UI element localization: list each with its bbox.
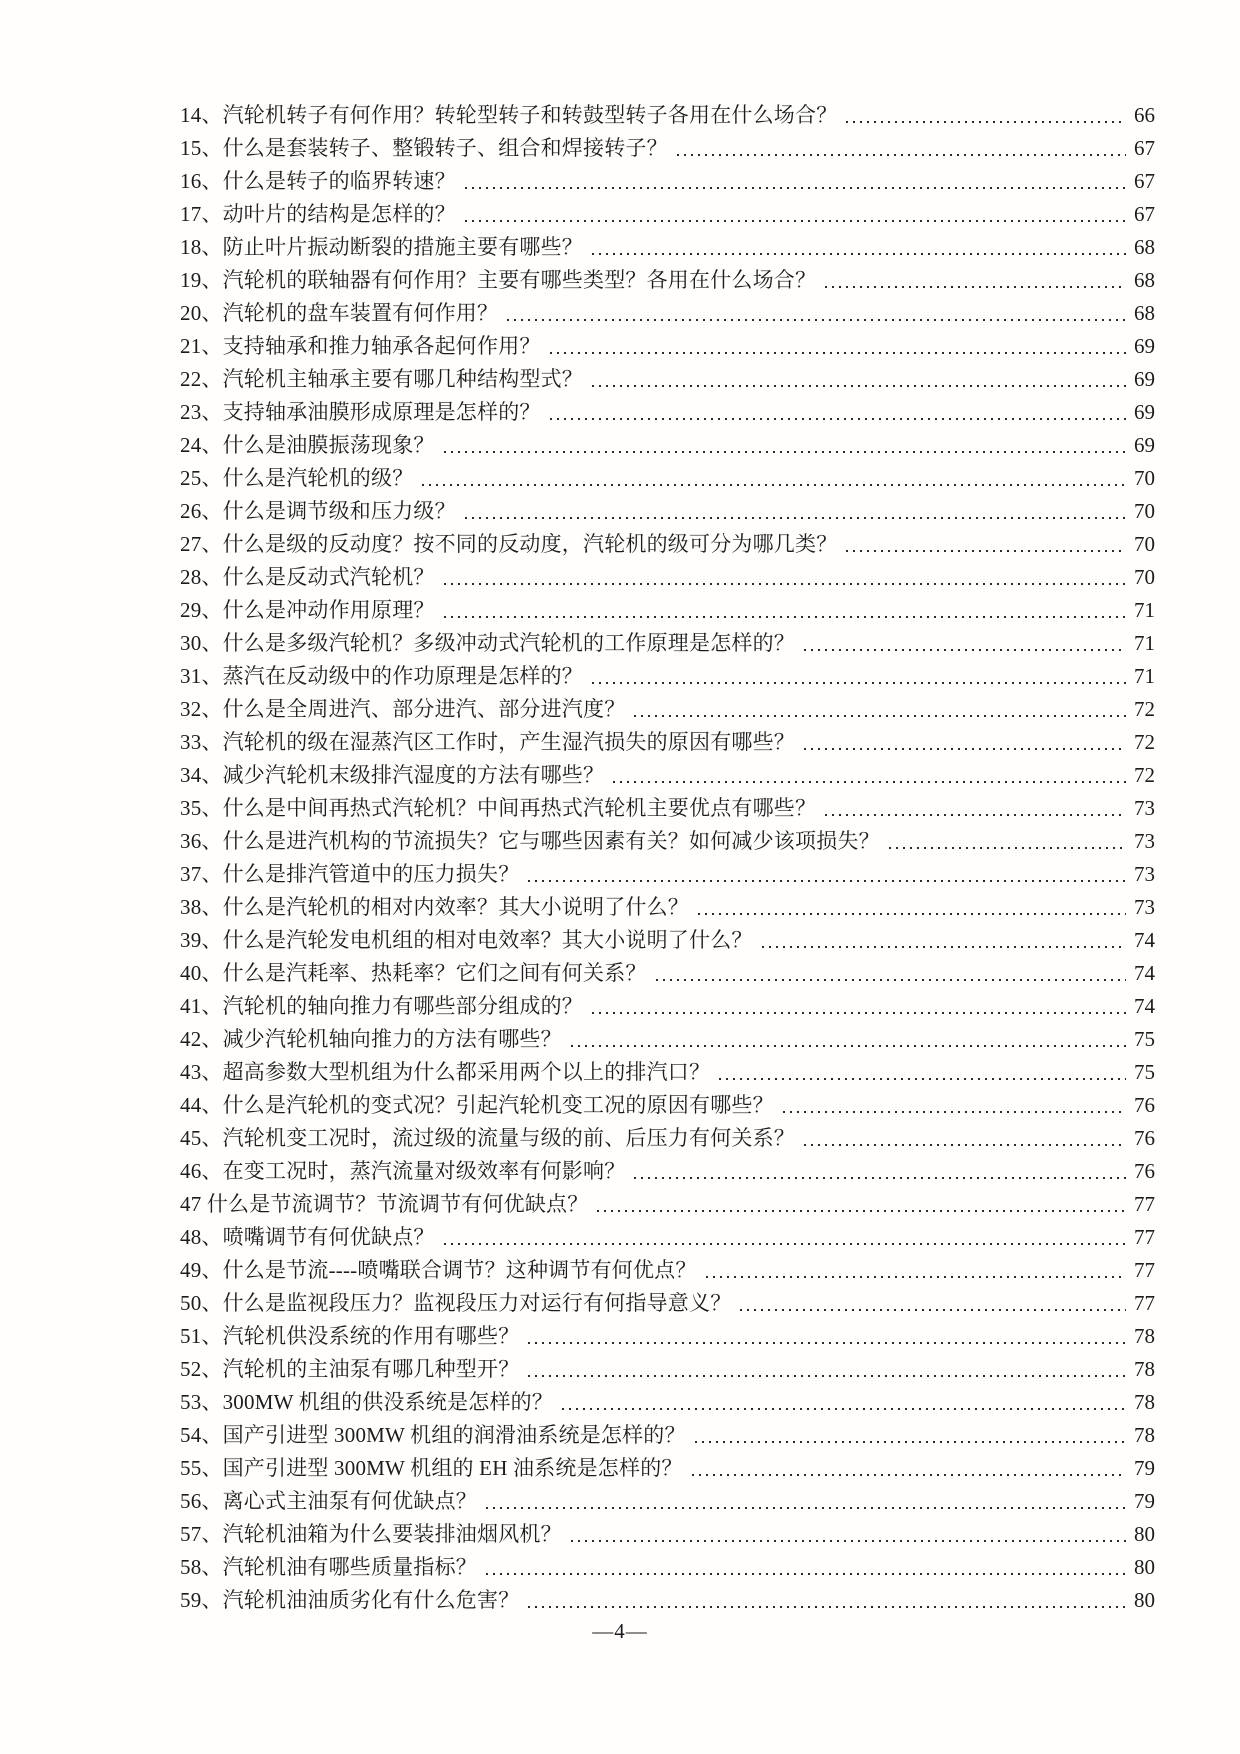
- toc-entry: [180, 363, 1155, 396]
- dot-leader: [550, 351, 1126, 354]
- toc-entry-page-number: 74: [1134, 928, 1155, 952]
- dot-leader: [846, 120, 1126, 123]
- dot-leader: [486, 1572, 1126, 1575]
- toc-entry: [180, 132, 1155, 165]
- toc-entry: [180, 792, 1155, 825]
- dot-leader: [444, 450, 1126, 453]
- dot-leader: [634, 1176, 1126, 1179]
- dot-leader: [528, 1341, 1126, 1344]
- toc-entry-title: 37、什么是排汽管道中的压力损失？: [180, 862, 520, 886]
- toc-entry-page-number: 74: [1134, 994, 1155, 1018]
- dot-leader: [634, 714, 1126, 717]
- toc-entry-title: 22、汽轮机主轴承主要有哪几种结构型式？: [180, 367, 583, 391]
- toc-entry-title: 21、支持轴承和推力轴承各起何作用？: [180, 334, 541, 358]
- toc-entry: [180, 198, 1155, 231]
- dot-leader: [783, 1110, 1126, 1113]
- dot-leader: [507, 318, 1126, 321]
- toc-entry: [180, 1353, 1155, 1386]
- toc-entry-page-number: 77: [1134, 1225, 1155, 1249]
- toc-entry-title: 36、什么是进汽机构的节流损失？它与哪些因素有关？如何减少该项损失？: [180, 829, 880, 853]
- dot-leader: [846, 549, 1126, 552]
- toc-entry-title: 28、什么是反动式汽轮机？: [180, 565, 435, 589]
- toc-entry-page-number: 69: [1134, 334, 1155, 358]
- dot-leader: [528, 879, 1126, 882]
- toc-entry-title: 48、喷嘴调节有何优缺点？: [180, 1225, 435, 1249]
- toc-entry-page-number: 80: [1134, 1522, 1155, 1546]
- toc-entry-title: 49、什么是节流----喷嘴联合调节？这种调节有何优点？: [180, 1258, 697, 1282]
- toc-entry-title: 42、减少汽轮机轴向推力的方法有哪些？: [180, 1027, 562, 1051]
- dot-leader: [592, 1011, 1126, 1014]
- toc-entry-page-number: 67: [1134, 136, 1155, 160]
- dot-leader: [571, 1044, 1126, 1047]
- dot-leader: [889, 846, 1126, 849]
- toc-entry-title: 18、防止叶片振动断裂的措施主要有哪些？: [180, 235, 583, 259]
- toc-entry-title: 30、什么是多级汽轮机？多级冲动式汽轮机的工作原理是怎样的？: [180, 631, 795, 655]
- toc-entry-title: 40、什么是汽耗率、热耗率？它们之间有何关系？: [180, 961, 647, 985]
- toc-entry: [180, 858, 1155, 891]
- toc-entry-title: 26、什么是调节级和压力级？: [180, 499, 456, 523]
- toc-entry: [180, 924, 1155, 957]
- toc-entry-title: 51、汽轮机供没系统的作用有哪些？: [180, 1324, 520, 1348]
- toc-entry: [180, 990, 1155, 1023]
- dot-leader: [528, 1374, 1126, 1377]
- toc-entry-page-number: 76: [1134, 1159, 1155, 1183]
- toc-entry-page-number: 72: [1134, 697, 1155, 721]
- toc-entry: [180, 957, 1155, 990]
- toc-entry-title: 25、什么是汽轮机的级？: [180, 466, 414, 490]
- dot-leader: [698, 912, 1126, 915]
- toc-entry-page-number: 79: [1134, 1456, 1155, 1480]
- page-footer: —4—: [592, 1619, 648, 1643]
- dot-leader: [465, 219, 1126, 222]
- dot-leader: [528, 1605, 1126, 1608]
- toc-entry: [180, 1452, 1155, 1485]
- toc-entry: [180, 1584, 1155, 1617]
- toc-entry-title: 58、汽轮机油有哪些质量指标？: [180, 1555, 477, 1579]
- toc-entry-page-number: 68: [1134, 268, 1155, 292]
- toc-entry: [180, 1122, 1155, 1155]
- toc-entry: [180, 561, 1155, 594]
- toc-entry: [180, 297, 1155, 330]
- dot-leader: [825, 813, 1126, 816]
- toc-entry: [180, 891, 1155, 924]
- dot-leader: [486, 1506, 1126, 1509]
- dot-leader: [571, 1539, 1126, 1542]
- toc-entry-title: 45、汽轮机变工况时，流过级的流量与级的前、后压力有何关系？: [180, 1126, 795, 1150]
- toc-entry: [180, 1485, 1155, 1518]
- toc-entry-page-number: 72: [1134, 730, 1155, 754]
- toc-entry-page-number: 73: [1134, 829, 1155, 853]
- toc-entry: [180, 1518, 1155, 1551]
- toc-entry: [180, 1056, 1155, 1089]
- toc-entry: [180, 1551, 1155, 1584]
- dot-leader: [592, 681, 1126, 684]
- dot-leader: [677, 153, 1126, 156]
- toc-entry: [180, 1320, 1155, 1353]
- toc-entry: [180, 660, 1155, 693]
- toc-entry-page-number: 68: [1134, 235, 1155, 259]
- dot-leader: [804, 1143, 1126, 1146]
- toc-entry-page-number: 76: [1134, 1126, 1155, 1150]
- toc-entry-title: 16、什么是转子的临界转速？: [180, 169, 456, 193]
- toc-entry-title: 38、什么是汽轮机的相对内效率？其大小说明了什么？: [180, 895, 689, 919]
- toc-entry-title: 35、什么是中间再热式汽轮机？中间再热式汽轮机主要优点有哪些？: [180, 796, 817, 820]
- dot-leader: [562, 1407, 1126, 1410]
- toc-entry: [180, 462, 1155, 495]
- toc-entry-title: 56、离心式主油泵有何优缺点？: [180, 1489, 477, 1513]
- toc-entry-page-number: 70: [1134, 499, 1155, 523]
- toc-entry-page-number: 71: [1134, 664, 1155, 688]
- dot-leader: [444, 1242, 1126, 1245]
- dot-leader: [719, 1077, 1126, 1080]
- toc-entry: [180, 1221, 1155, 1254]
- toc-entry-title: 23、支持轴承油膜形成原理是怎样的？: [180, 400, 541, 424]
- toc-entry: [180, 1287, 1155, 1320]
- toc-entry: [180, 1254, 1155, 1287]
- toc-entry-title: 15、什么是套装转子、整锻转子、组合和焊接转子？: [180, 136, 668, 160]
- dot-leader: [592, 252, 1126, 255]
- toc-entry: [180, 1089, 1155, 1122]
- toc-entry-title: 52、汽轮机的主油泵有哪几种型开？: [180, 1357, 520, 1381]
- toc-entry-title: 46、在变工况时，蒸汽流量对级效率有何影响？: [180, 1159, 626, 1183]
- toc-entry-page-number: 70: [1134, 466, 1155, 490]
- toc-entry-page-number: 77: [1134, 1258, 1155, 1282]
- toc-entry-page-number: 80: [1134, 1555, 1155, 1579]
- toc-entry-title: 31、蒸汽在反动级中的作功原理是怎样的？: [180, 664, 583, 688]
- toc-entry: [180, 429, 1155, 462]
- toc-entry: [180, 165, 1155, 198]
- toc-entry-title: 19、汽轮机的联轴器有何作用？主要有哪些类型？各用在什么场合？: [180, 268, 817, 292]
- dot-leader: [656, 978, 1126, 981]
- toc-entry: [180, 1419, 1155, 1452]
- toc-entry-page-number: 79: [1134, 1489, 1155, 1513]
- toc-entry-page-number: 71: [1134, 598, 1155, 622]
- toc-entry-title: 53、300MW 机组的供没系统是怎样的？: [180, 1390, 554, 1414]
- dot-leader: [804, 648, 1126, 651]
- toc-entry: [180, 594, 1155, 627]
- toc-entry-title: 39、什么是汽轮发电机组的相对电效率？其大小说明了什么？: [180, 928, 753, 952]
- toc-entry-page-number: 66: [1134, 103, 1155, 127]
- toc-entry-page-number: 78: [1134, 1324, 1155, 1348]
- toc-entry-page-number: 78: [1134, 1390, 1155, 1414]
- toc-entry-page-number: 71: [1134, 631, 1155, 655]
- dot-leader: [465, 186, 1126, 189]
- toc-entry: [180, 693, 1155, 726]
- toc-entry: [180, 231, 1155, 264]
- toc-entry-title: 54、国产引进型 300MW 机组的润滑油系统是怎样的？: [180, 1423, 686, 1447]
- toc-entry: [180, 627, 1155, 660]
- toc-entry-title: 29、什么是冲动作用原理？: [180, 598, 435, 622]
- toc-entry-page-number: 69: [1134, 400, 1155, 424]
- toc-entry-page-number: 70: [1134, 532, 1155, 556]
- toc-entry-title: 50、什么是监视段压力？监视段压力对运行有何指导意义？: [180, 1291, 732, 1315]
- dot-leader: [444, 615, 1126, 618]
- dot-leader: [613, 780, 1126, 783]
- toc-entry-title: 44、什么是汽轮机的变式况？引起汽轮机变工况的原因有哪些？: [180, 1093, 774, 1117]
- toc-entry: [180, 1188, 1155, 1221]
- dot-leader: [695, 1440, 1126, 1443]
- toc-entry-page-number: 67: [1134, 169, 1155, 193]
- toc-entry-page-number: 77: [1134, 1192, 1155, 1216]
- toc-entry-page-number: 68: [1134, 301, 1155, 325]
- toc-entry: [180, 1023, 1155, 1056]
- toc-entry-page-number: 76: [1134, 1093, 1155, 1117]
- toc-entry: [180, 825, 1155, 858]
- toc-entry: [180, 99, 1155, 132]
- dot-leader: [465, 516, 1126, 519]
- toc-entry: [180, 1155, 1155, 1188]
- toc-entry-page-number: 73: [1134, 862, 1155, 886]
- toc-entry-page-number: 77: [1134, 1291, 1155, 1315]
- toc-entry-title: 24、什么是油膜振荡现象？: [180, 433, 435, 457]
- toc-entry-page-number: 75: [1134, 1027, 1155, 1051]
- toc-entry: [180, 396, 1155, 429]
- dot-leader: [762, 945, 1126, 948]
- toc-entry-page-number: 67: [1134, 202, 1155, 226]
- dot-leader: [804, 747, 1126, 750]
- toc-entry-page-number: 78: [1134, 1423, 1155, 1447]
- dot-leader: [422, 483, 1126, 486]
- toc-entry-page-number: 74: [1134, 961, 1155, 985]
- toc-entry-title: 34、减少汽轮机末级排汽湿度的方法有哪些？: [180, 763, 605, 787]
- dot-leader: [825, 285, 1126, 288]
- toc-entry: [180, 495, 1155, 528]
- dot-leader: [706, 1275, 1126, 1278]
- toc-entry-title: 17、动叶片的结构是怎样的？: [180, 202, 456, 226]
- toc-entry-page-number: 73: [1134, 796, 1155, 820]
- toc-entry-page-number: 75: [1134, 1060, 1155, 1084]
- toc-entry-title: 57、汽轮机油箱为什么要装排油烟风机？: [180, 1522, 562, 1546]
- toc-entry-title: 27、什么是级的反动度？按不同的反动度，汽轮机的级可分为哪几类？: [180, 532, 838, 556]
- toc-entry-page-number: 73: [1134, 895, 1155, 919]
- toc-list: [180, 99, 1155, 1617]
- toc-entry-page-number: 69: [1134, 433, 1155, 457]
- toc-entry-title: 55、国产引进型 300MW 机组的 EH 油系统是怎样的？: [180, 1456, 683, 1480]
- toc-entry: [180, 759, 1155, 792]
- toc-entry: [180, 330, 1155, 363]
- toc-entry: [180, 264, 1155, 297]
- toc-entry-page-number: 69: [1134, 367, 1155, 391]
- dot-leader: [592, 384, 1126, 387]
- toc-entry: [180, 528, 1155, 561]
- toc-entry-title: 14、汽轮机转子有何作用？转轮型转子和转鼓型转子各用在什么场合？: [180, 103, 838, 127]
- toc-entry: [180, 1386, 1155, 1419]
- dot-leader: [444, 582, 1126, 585]
- toc-entry-title: 20、汽轮机的盘车装置有何作用？: [180, 301, 499, 325]
- toc-entry: [180, 726, 1155, 759]
- dot-leader: [740, 1308, 1126, 1311]
- dot-leader: [597, 1209, 1126, 1212]
- toc-entry-title: 32、什么是全周进汽、部分进汽、部分进汽度？: [180, 697, 626, 721]
- toc-entry-title: 33、汽轮机的级在湿蒸汽区工作时，产生湿汽损失的原因有哪些？: [180, 730, 795, 754]
- toc-entry-title: 59、汽轮机油油质劣化有什么危害？: [180, 1588, 520, 1612]
- toc-entry-page-number: 70: [1134, 565, 1155, 589]
- toc-entry-title: 47 什么是节流调节？节流调节有何优缺点？: [180, 1192, 589, 1216]
- dot-leader: [550, 417, 1126, 420]
- dot-leader: [692, 1473, 1126, 1476]
- toc-entry-title: 41、汽轮机的轴向推力有哪些部分组成的？: [180, 994, 583, 1018]
- toc-entry-page-number: 78: [1134, 1357, 1155, 1381]
- toc-entry-title: 43、超高参数大型机组为什么都采用两个以上的排汽口？: [180, 1060, 711, 1084]
- toc-entry-page-number: 80: [1134, 1588, 1155, 1612]
- toc-entry-page-number: 72: [1134, 763, 1155, 787]
